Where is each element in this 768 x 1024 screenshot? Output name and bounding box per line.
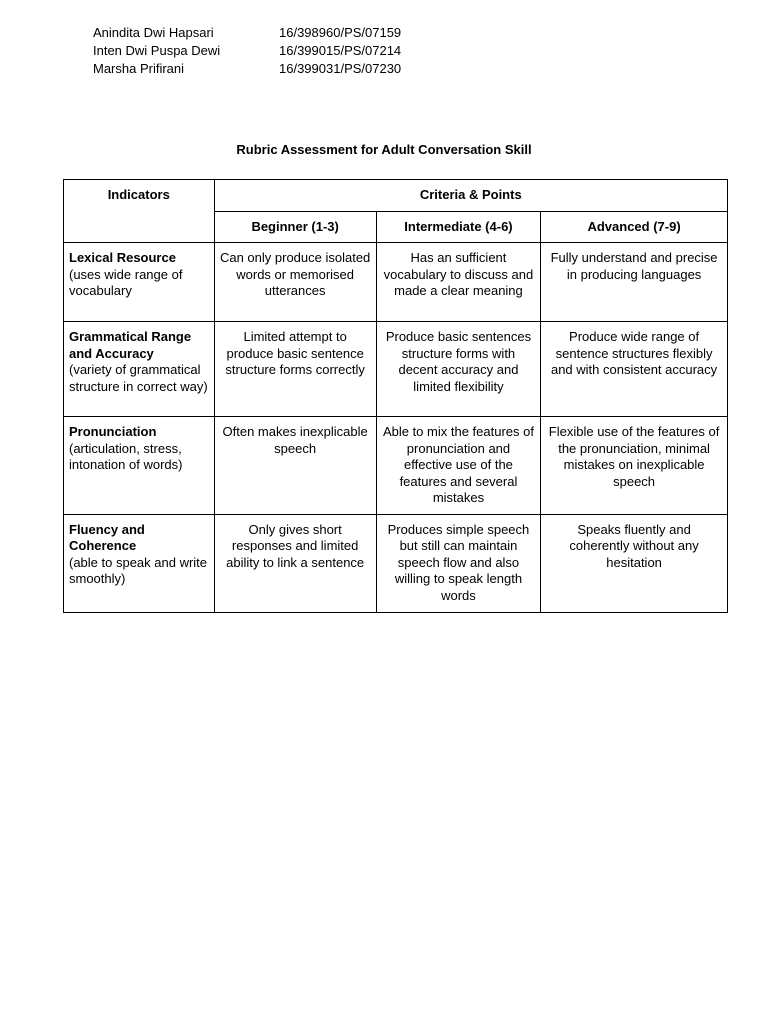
- level-header-beginner: Beginner (1-3): [214, 211, 376, 243]
- indicator-cell: [64, 417, 215, 515]
- indicator-cell: [64, 322, 215, 417]
- intermediate-cell: Produces simple speech but still can maintain speech flow and also willing to speak length words: [376, 514, 540, 612]
- author-name: Marsha Prifirani: [93, 61, 185, 76]
- beginner-cell: Often makes inexplicable speech: [214, 417, 376, 515]
- indicators-header: Indicators: [64, 180, 215, 243]
- indicator-description: (articulation, stress, intonation of words): [69, 440, 183, 472]
- advanced-cell: Flexible use of the features of the pronunciation, minimal mistakes on inexplicable speech: [541, 417, 728, 515]
- intermediate-cell: Able to mix the features of pronunciation and effective use of the features and several mistakes: [376, 417, 540, 515]
- beginner-cell: Only gives short responses and limited ability to link a sentence: [214, 514, 376, 612]
- student-id: 16/399031/PS/07230: [279, 61, 402, 76]
- advanced-cell: Fully understand and precise in producing languages: [541, 243, 728, 322]
- level-header-intermediate: Intermediate (4-6): [376, 211, 540, 243]
- beginner-cell: Limited attempt to produce basic sentence structure forms correctly: [214, 322, 376, 417]
- author-row: [93, 42, 401, 60]
- header-row: [64, 180, 728, 212]
- advanced-cell: Speaks fluently and coherently without any hesitation: [541, 514, 728, 612]
- author-row: [93, 24, 401, 42]
- indicator-title: Grammatical Range and Accuracy: [69, 329, 192, 361]
- level-header-advanced: Advanced (7-9): [541, 211, 728, 243]
- indicator-description: (uses wide range of vocabulary: [69, 266, 183, 298]
- indicator-cell: [64, 243, 215, 322]
- author-name: Inten Dwi Puspa Dewi: [93, 43, 221, 58]
- table-row: [64, 514, 728, 612]
- table-row: [64, 417, 728, 515]
- indicator-title: Lexical Resource: [69, 250, 176, 265]
- rubric-table: [63, 179, 728, 613]
- author-row: [93, 60, 401, 78]
- indicator-description: (variety of grammatical structure in correct way): [69, 362, 208, 394]
- indicator-title: Fluency and Coherence: [69, 521, 145, 553]
- author-list: [93, 24, 401, 78]
- advanced-cell: Produce wide range of sentence structures flexibly and with consistent accuracy: [541, 322, 728, 417]
- indicator-cell: [64, 514, 215, 612]
- intermediate-cell: Has an sufficient vocabulary to discuss and made a clear meaning: [376, 243, 540, 322]
- document-title: Rubric Assessment for Adult Conversation Skill: [236, 142, 532, 157]
- student-id: 16/398960/PS/07159: [279, 25, 402, 40]
- intermediate-cell: Produce basic sentences structure forms with decent accuracy and limited flexibility: [376, 322, 540, 417]
- beginner-cell: Can only produce isolated words or memorised utterances: [214, 243, 376, 322]
- table-row: [64, 243, 728, 322]
- criteria-header: Criteria & Points: [214, 180, 727, 212]
- indicator-description: (able to speak and write smoothly): [69, 554, 208, 586]
- student-id: 16/399015/PS/07214: [279, 43, 402, 58]
- table-row: [64, 322, 728, 417]
- author-name: Anindita Dwi Hapsari: [93, 25, 214, 40]
- indicator-title: Pronunciation: [69, 424, 157, 439]
